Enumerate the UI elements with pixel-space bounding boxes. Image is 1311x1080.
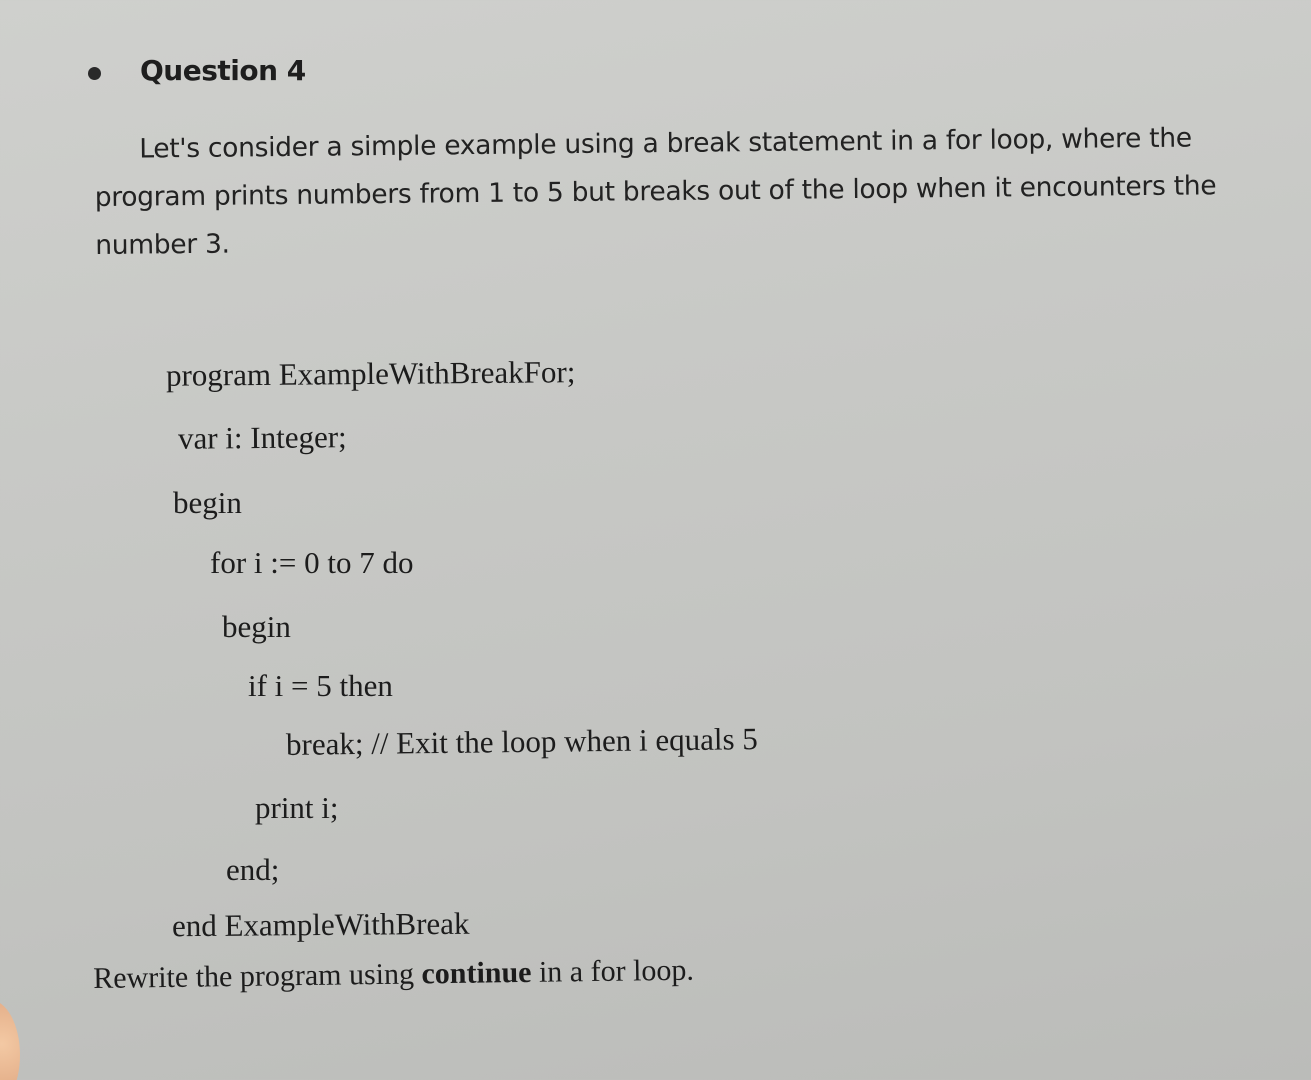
question-heading: Question 4: [140, 54, 306, 87]
code-line: break; // Exit the loop when i equals 5: [285, 721, 758, 762]
code-line: program ExampleWithBreakFor;: [165, 354, 576, 393]
bullet-icon: [88, 67, 101, 80]
question-intro: Let's consider a simple example using a break statement in a for loop, where the program prints numbers from 1 to 5 but breaks out of the loop when it encounters the number 3.: [94, 122, 1217, 261]
code-line: begin: [173, 485, 242, 520]
code-line: for i := 0 to 7 do: [210, 545, 414, 580]
closing-instruction: [93, 954, 694, 996]
code-line: end ExampleWithBreak: [171, 905, 470, 944]
code-line: print i;: [255, 790, 339, 825]
closing-prefix: Rewrite the program using: [93, 957, 422, 995]
code-line: end;: [226, 852, 280, 887]
finger-edge: [0, 1000, 20, 1080]
code-line: var i: Integer;: [177, 419, 347, 456]
closing-keyword: continue: [421, 955, 532, 991]
code-line: begin: [222, 609, 291, 644]
code-line: if i = 5 then: [248, 668, 393, 703]
closing-suffix: in a for loop.: [531, 953, 695, 989]
